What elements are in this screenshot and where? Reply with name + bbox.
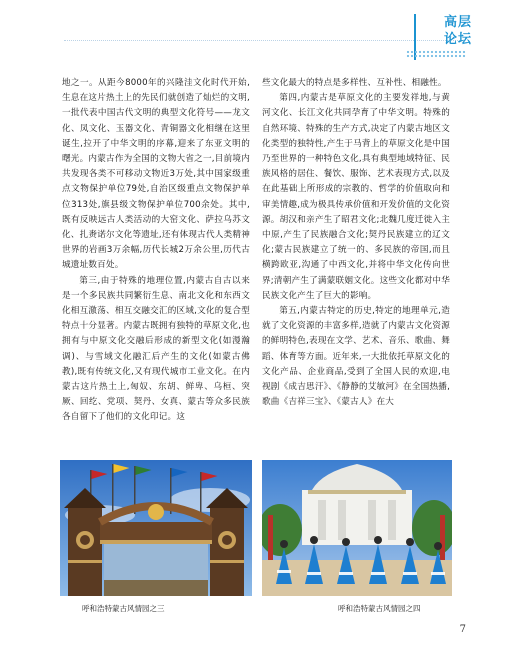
- section-tag-line2: 论坛: [443, 32, 472, 47]
- photo-caption-left: 呼和浩特蒙古风情园之三: [82, 604, 165, 613]
- photo-dance-performance: [262, 460, 452, 596]
- paragraph: 第五,内蒙古特定的历史,特定的地理单元,造就了文化资源的丰富多样,造就了内蒙古文化资源的鲜明特色,表现在文学、艺术、音乐、歌曲、舞蹈、体育等方面。近年来,一大批依托草原文化的文化产品、企业商品,受到了全国人民的欢迎,电视剧《成吉思汗》、《静静的艾敏河》在全国热播,歌曲《吉祥三宝》、《蒙古人》在大: [262, 306, 450, 408]
- paragraph: 些文化最大的特点是多样性、互补性、相融性。: [262, 78, 447, 88]
- paragraph: 地之一。从距今8000年的兴隆洼文化时代开始,生息在这片热土上的先民们就创造了灿烂的文明,一批代表中国古代文明的典型文化符号——龙文化、凤文化、玉器文化、青铜器文化相继在这里诞生,拉开了中华文明的序幕,迎来了东亚文明的曙光。内蒙古作为全国的文物大省之一,目前境内共发现各类不可移动文物近3万处,其中国家级重点文物保护单位79处,自治区级重点文物保护单位313处,旗县级文物保护单位700余处。其中,既有反映远古人类活动的大窑文化、萨拉乌苏文化、扎赉诺尔文化等遗址,还有体现古代人类精神世界的岩画3万余幅,历代长城2万余公里,历代古城遗址数百处。: [62, 78, 250, 271]
- photo-caption-right: 呼和浩特蒙古风情园之四: [338, 604, 421, 613]
- paragraph: 第三,由于特殊的地理位置,内蒙古自古以来是一个多民族共同繁衍生息、南北文化和东西文化相互激荡、相互交融交汇的区域,文化的复合型特点十分显著。内蒙古既拥有独特的草原文化,也拥有与中原文化交融后形成的新型文化(如漫瀚调)、与雪域文化融汇后产生的文化(如蒙古佛教),既有传统文化,又有现代城市工业文化。在内蒙古这片热土上,匈奴、东胡、鲜卑、乌桓、突厥、回纥、党项、契丹、女真、蒙古等众多民族各自留下了他们的文化印记。这: [62, 275, 250, 423]
- text-column-right: [262, 76, 450, 410]
- photo-mongolian-gate: [60, 460, 252, 596]
- paragraph: 第四,内蒙古是草原文化的主要发祥地,与黄河文化、长江文化共同孕育了中华文明。特殊的自然环境、特殊的生产方式,决定了内蒙古地区文化类型的独特性,产生于马背上的草原文化是中国乃至世界的一种特色文化,具有典型地域特征、民族风格的居住、餐饮、服饰、艺术表现方式,以及在此基础上所形成的宗教的、哲学的价值取向和审美情趣,成为极具传承价值和开发价值的文化资源。胡汉和亲产生了昭君文化;北魏几度迁徙入主中原,产生了民族融合文化;契丹民族建立的辽文化;蒙古民族建立了统一的、多民族的帝国,而且横跨欧亚,沟通了中西文化,并将中华文化传向世界;清朝产生了满蒙联姻文化。这些文化都对中华民族文化产生了巨大的影响。: [262, 93, 450, 301]
- page-number: 7: [459, 624, 466, 635]
- decorative-dots: [406, 50, 466, 58]
- section-tag-line1: 高层: [443, 15, 472, 30]
- text-column-left: [62, 76, 250, 426]
- header-rule: [64, 40, 464, 41]
